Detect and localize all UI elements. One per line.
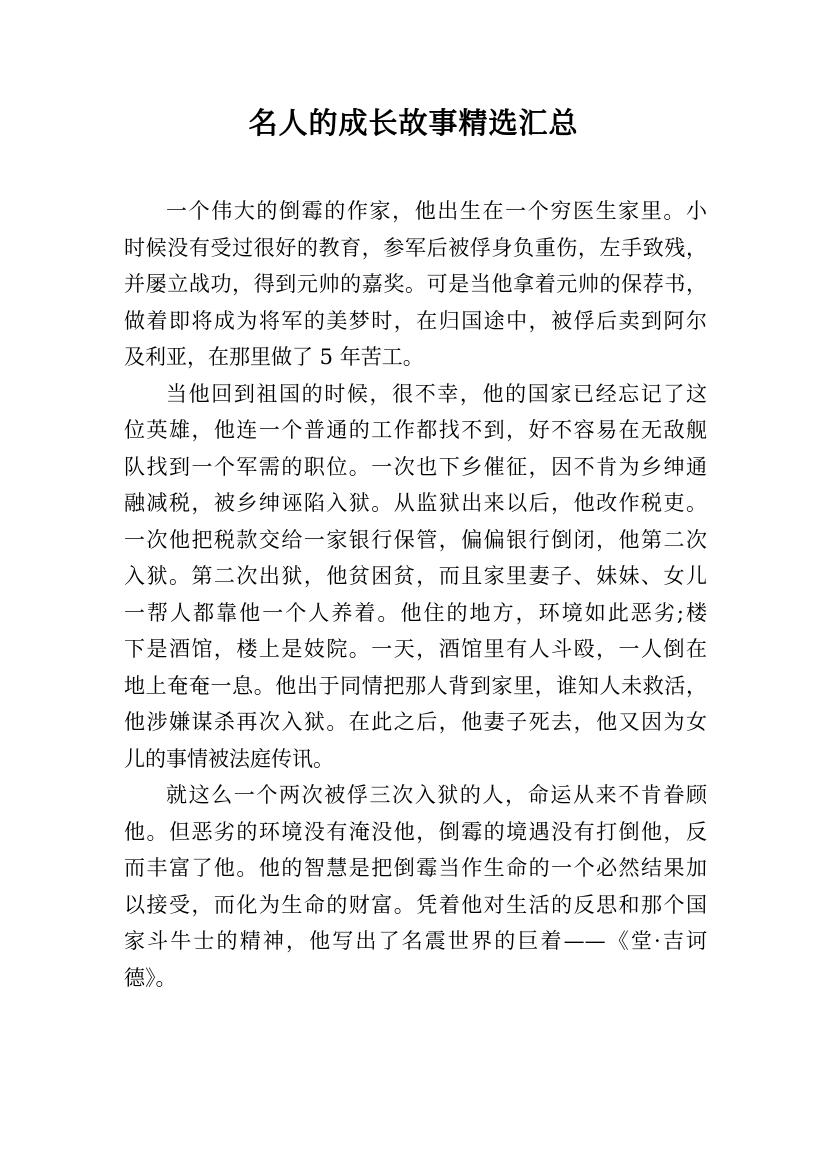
text-line: 位英雄，他连一个普通的工作都找不到，好不容易在无敌舰	[124, 418, 707, 442]
text-line: 一帮人都靠他一个人养着。他住的地方，环境如此恶劣;楼	[124, 600, 707, 625]
text-line: 队找到一个军需的职位。一次也下乡催征，因不肯为乡绅通	[124, 454, 707, 479]
text-line: 融减税，被乡绅诬陷入狱。从监狱出来以后，他改作税吏。	[124, 491, 707, 515]
document-body	[124, 193, 707, 996]
text-line: 他。但恶劣的环境没有淹没他，倒霉的境遇没有打倒他，反	[124, 819, 707, 844]
text-line: 德》。	[124, 965, 177, 990]
text-line: 时候没有受过很好的教育，参军后被俘身负重伤，左手致残，	[124, 235, 707, 260]
paragraph-2	[124, 376, 707, 778]
text-line: 做着即将成为将军的美梦时，在归国途中，被俘后卖到阿尔	[124, 308, 707, 333]
text-line: 并屡立战功，得到元帅的嘉奖。可是当他拿着元帅的保荐书，	[124, 272, 707, 296]
document-title: 名人的成长故事精选汇总	[248, 106, 579, 140]
text-line: 以接受，而化为生命的财富。凭着他对生活的反思和那个国	[124, 892, 707, 917]
paragraph-3	[124, 777, 707, 996]
text-line: 一个伟大的倒霉的作家，他出生在一个穷医生家里。小	[166, 199, 707, 223]
text-line: 他涉嫌谋杀再次入狱。在此之后，他妻子死去，他又因为女	[124, 710, 707, 734]
text-line: 当他回到祖国的时候，很不幸，他的国家已经忘记了这	[166, 381, 707, 406]
text-line: 儿的事情被法庭传讯。	[124, 746, 334, 771]
text-line: 地上奄奄一息。他出于同情把那人背到家里，谁知人未救活，	[124, 673, 707, 698]
text-line: 就这么一个两次被俘三次入狱的人，命运从来不肯眷顾	[166, 783, 707, 807]
text-line: 而丰富了他。他的智慧是把倒霉当作生命的一个必然结果加	[124, 856, 707, 880]
text-line: 一次他把税款交给一家银行保管，偏偏银行倒闭，他第二次	[124, 527, 707, 552]
text-line: 下是酒馆，楼上是妓院。一天，酒馆里有人斗殴，一人倒在	[124, 637, 707, 661]
paragraph-1	[124, 193, 707, 376]
text-line: 入狱。第二次出狱，他贫困贫，而且家里妻子、妹妹、女儿	[124, 564, 707, 588]
text-line: 家斗牛士的精神，他写出了名震世界的巨着——《堂·吉诃	[124, 929, 707, 953]
text-line: 及利亚，在那里做了 5 年苦工。	[124, 345, 424, 369]
